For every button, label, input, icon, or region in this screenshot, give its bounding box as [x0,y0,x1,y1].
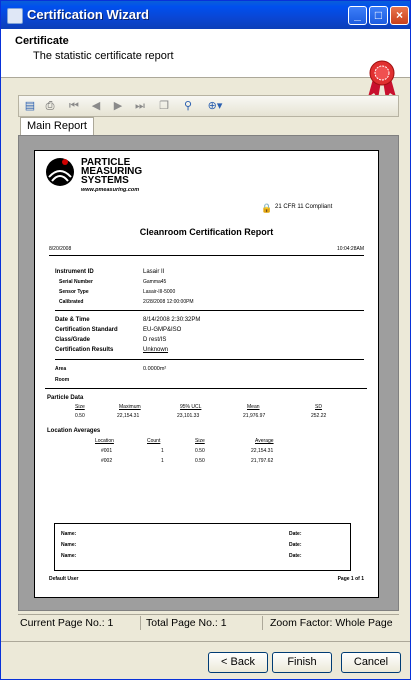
app-icon [7,8,23,24]
report-viewer[interactable] [18,135,399,611]
location-cell: 0.50 [195,448,205,454]
wizard-header [1,29,410,78]
minimize-button[interactable]: _ [348,6,367,25]
date-label: Date: [289,531,302,537]
location-header-count: Count [147,438,161,444]
instrument-label: Instrument ID [55,269,94,275]
divider [49,255,364,256]
finish-button[interactable]: Finish [272,652,332,673]
standard-value: EU-GMP&ISO [143,327,182,333]
particle-cell: 0.50 [75,413,85,419]
title-bar[interactable] [1,1,410,29]
name-label: Name: [61,553,77,559]
location-header-location: Location [95,438,114,444]
name-label: Name: [61,542,77,548]
tab-main-report[interactable]: Main Report [20,117,94,135]
export-icon[interactable]: ▤ [24,100,36,112]
copy-icon[interactable]: ❐ [159,100,169,112]
report-title: Cleanroom Certification Report [139,227,274,237]
divider [55,310,364,311]
date-label: Date: [289,542,302,548]
divider [262,616,263,630]
particle-cell: 21,976.97 [243,413,266,419]
particle-header-sd: SD [315,404,322,410]
close-button[interactable]: × [390,6,409,25]
particle-header-mean: Mean [247,404,260,410]
particle-cell: 23,101.33 [177,413,200,419]
report-footer-user: Default User [49,576,79,582]
datetime-value: 8/14/2008 2:30:32PM [143,317,201,323]
report-time: 10:04:28AM [337,246,364,252]
current-page-status: Current Page No.: 1 [20,617,114,629]
logo-line-2: MEASURING [81,166,143,177]
find-icon[interactable]: ⚲ [183,100,193,112]
status-bar [18,614,399,632]
maximize-button[interactable]: □ [369,6,388,25]
sensor-value: Lasair-III-5000 [143,289,176,295]
zoom-icon[interactable]: ⊕▾ [207,100,223,112]
particle-header-maximum: Maximum [119,404,141,410]
location-averages-heading: Location Averages [47,428,101,434]
report-footer-page: Page 1 of 1 [337,576,364,582]
report-date: 8/20/2008 [49,246,72,252]
location-cell: 1 [161,448,164,454]
class-label: Class/Grade [55,337,91,343]
location-cell: 22,154.31 [251,448,274,454]
previous-page-icon[interactable]: ◀ [91,100,101,112]
class-value: D rest/IS [143,337,167,343]
calibrated-value: 2/28/2008 12:00:00PM [143,299,194,305]
divider [55,359,364,360]
location-cell: #001 [101,448,113,454]
location-cell: 0.50 [195,458,205,464]
last-page-icon[interactable]: ⏭ [135,100,145,112]
results-label: Certification Results [55,347,114,353]
first-page-icon[interactable]: ⏮ [69,100,79,112]
divider [140,616,141,630]
logo-line-1: PARTICLE [81,157,131,168]
datetime-label: Date & Time [55,317,90,323]
report-toolbar [18,95,399,117]
lock-icon: 🔒 [261,203,273,213]
location-header-average: Average [255,438,274,444]
compliance-label: 21 CFR 11 Compliant [275,204,333,210]
company-logo [45,157,75,187]
instrument-value: Lasair II [143,269,165,275]
date-label: Date: [289,553,302,559]
room-label: Room [55,377,70,383]
divider [45,388,367,389]
particle-cell: 252.22 [311,413,327,419]
sensor-label: Sensor Type [59,289,89,295]
signature-box [54,523,351,571]
particle-header-ucl: 95% UCL [180,404,202,410]
calibrated-label: Calibrated [59,299,84,305]
location-cell: #002 [101,458,113,464]
particle-cell: 22,154.31 [117,413,140,419]
location-header-size: Size [195,438,205,444]
serial-value: Gamma45 [143,279,167,285]
particle-data-heading: Particle Data [47,395,84,401]
window-title: Certification Wizard [27,7,149,22]
location-cell: 21,797.62 [251,458,274,464]
cancel-button[interactable]: Cancel [341,652,401,673]
report-page [34,150,379,598]
zoom-status: Zoom Factor: Whole Page [270,617,393,629]
back-button[interactable]: < Back [208,652,268,673]
area-value: 0.0000m² [143,366,167,372]
logo-line-3: SYSTEMS [81,175,129,186]
serial-label: Serial Number [59,279,93,285]
location-cell: 1 [161,458,164,464]
company-website: www.pmeasuring.com [81,187,140,193]
particle-header-size: Size [75,404,85,410]
header-subtitle: The statistic certificate report [33,50,174,62]
total-page-status: Total Page No.: 1 [146,617,227,629]
area-label: Area [55,366,67,372]
report-tabs [18,117,399,135]
standard-label: Certification Standard [55,327,118,333]
header-title: Certificate [15,35,69,47]
print-icon[interactable]: ⎙ [45,100,55,112]
divider [1,641,410,642]
next-page-icon[interactable]: ▶ [113,100,123,112]
results-value: Unknown [143,347,169,353]
name-label: Name: [61,531,77,537]
